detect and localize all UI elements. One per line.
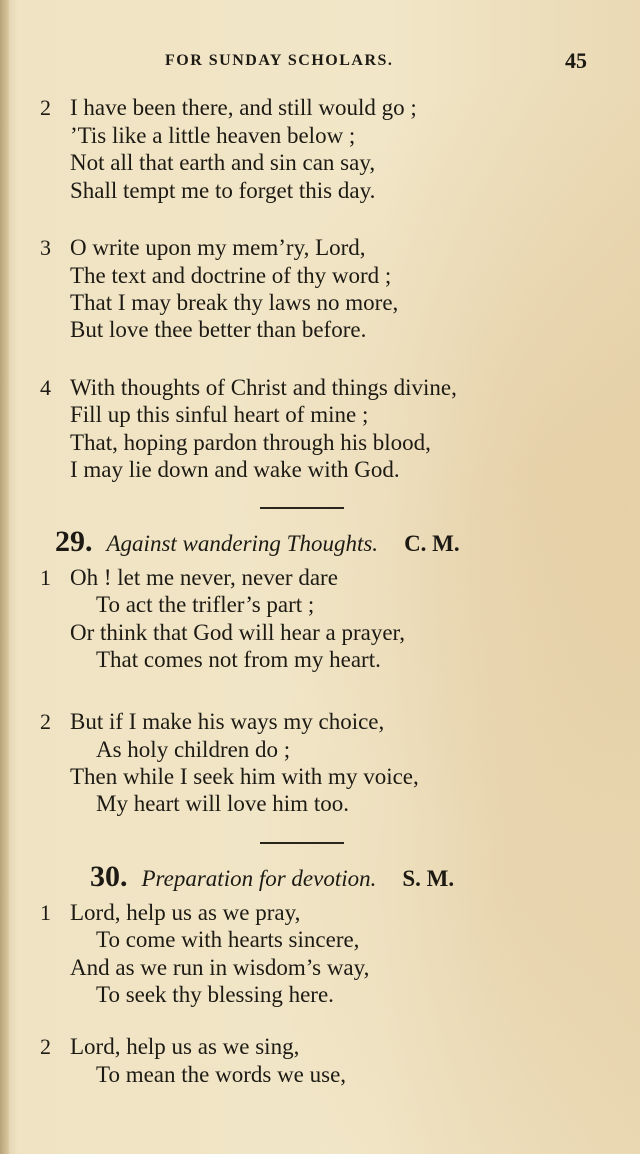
- stanza-number: 4: [40, 375, 51, 400]
- verse-line: The text and doctrine of thy word ;: [70, 263, 392, 288]
- verse-line: As holy children do ;: [96, 737, 291, 762]
- verse-line: Shall tempt me to forget this day.: [70, 178, 376, 203]
- verse-line: That I may break thy laws no more,: [70, 290, 399, 315]
- verse-line: To come with hearts sincere,: [96, 927, 360, 952]
- verse-line: Fill up this sinful heart of mine ;: [70, 402, 369, 427]
- verse-line: To seek thy blessing here.: [96, 982, 334, 1007]
- verse-line: O write upon my mem’ry, Lord,: [70, 235, 366, 260]
- verse-line: Not all that earth and sin can say,: [70, 150, 376, 175]
- divider-rule: [260, 842, 344, 844]
- verse-line: Lord, help us as we sing,: [70, 1034, 300, 1059]
- verse-line: I have been there, and still would go ;: [70, 95, 417, 120]
- verse-line: I may lie down and wake with God.: [70, 457, 400, 482]
- hymn-number: 29.: [55, 525, 93, 558]
- hymn-30-heading: [90, 861, 454, 898]
- stanza-number: 2: [40, 709, 51, 734]
- verse-line: Lord, help us as we pray,: [70, 900, 301, 925]
- verse-line: To mean the words we use,: [96, 1062, 347, 1087]
- hymn-number: 30.: [90, 860, 128, 893]
- verse-line: My heart will love him too.: [96, 791, 349, 816]
- divider-rule: [260, 507, 344, 509]
- page-edge: [0, 0, 9, 1154]
- verse-line: With thoughts of Christ and things divine,: [70, 375, 457, 400]
- hymn-meter: C. M.: [404, 531, 460, 556]
- verse-line: To act the trifler’s part ;: [96, 592, 315, 617]
- verse-line: Oh ! let me never, never dare: [70, 565, 338, 590]
- verse-line: That comes not from my heart.: [96, 647, 381, 672]
- hymn-29-heading: [55, 526, 460, 563]
- verse-line: Or think that God will hear a prayer,: [70, 620, 406, 645]
- page-number: 45: [565, 48, 587, 73]
- verse-line: But love thee better than before.: [70, 317, 367, 342]
- stanza-number: 1: [40, 565, 51, 590]
- hymn-meter: S. M.: [402, 866, 455, 891]
- verse-line: Then while I seek him with my voice,: [70, 764, 419, 789]
- hymn-title: Against wandering Thoughts.: [106, 531, 379, 556]
- verse-line: But if I make his ways my choice,: [70, 709, 385, 734]
- verse-line: ’Tis like a little heaven below ;: [70, 123, 356, 148]
- stanza-number: 2: [40, 95, 51, 120]
- verse-line: That, hoping pardon through his blood,: [70, 430, 431, 455]
- stanza-number: 3: [40, 235, 51, 260]
- hymn-title: Preparation for devotion.: [141, 866, 377, 891]
- verse-line: And as we run in wisdom’s way,: [70, 955, 370, 980]
- running-head: FOR SUNDAY SCHOLARS.: [165, 52, 394, 69]
- stanza-number: 2: [40, 1034, 51, 1059]
- stanza-number: 1: [40, 900, 51, 925]
